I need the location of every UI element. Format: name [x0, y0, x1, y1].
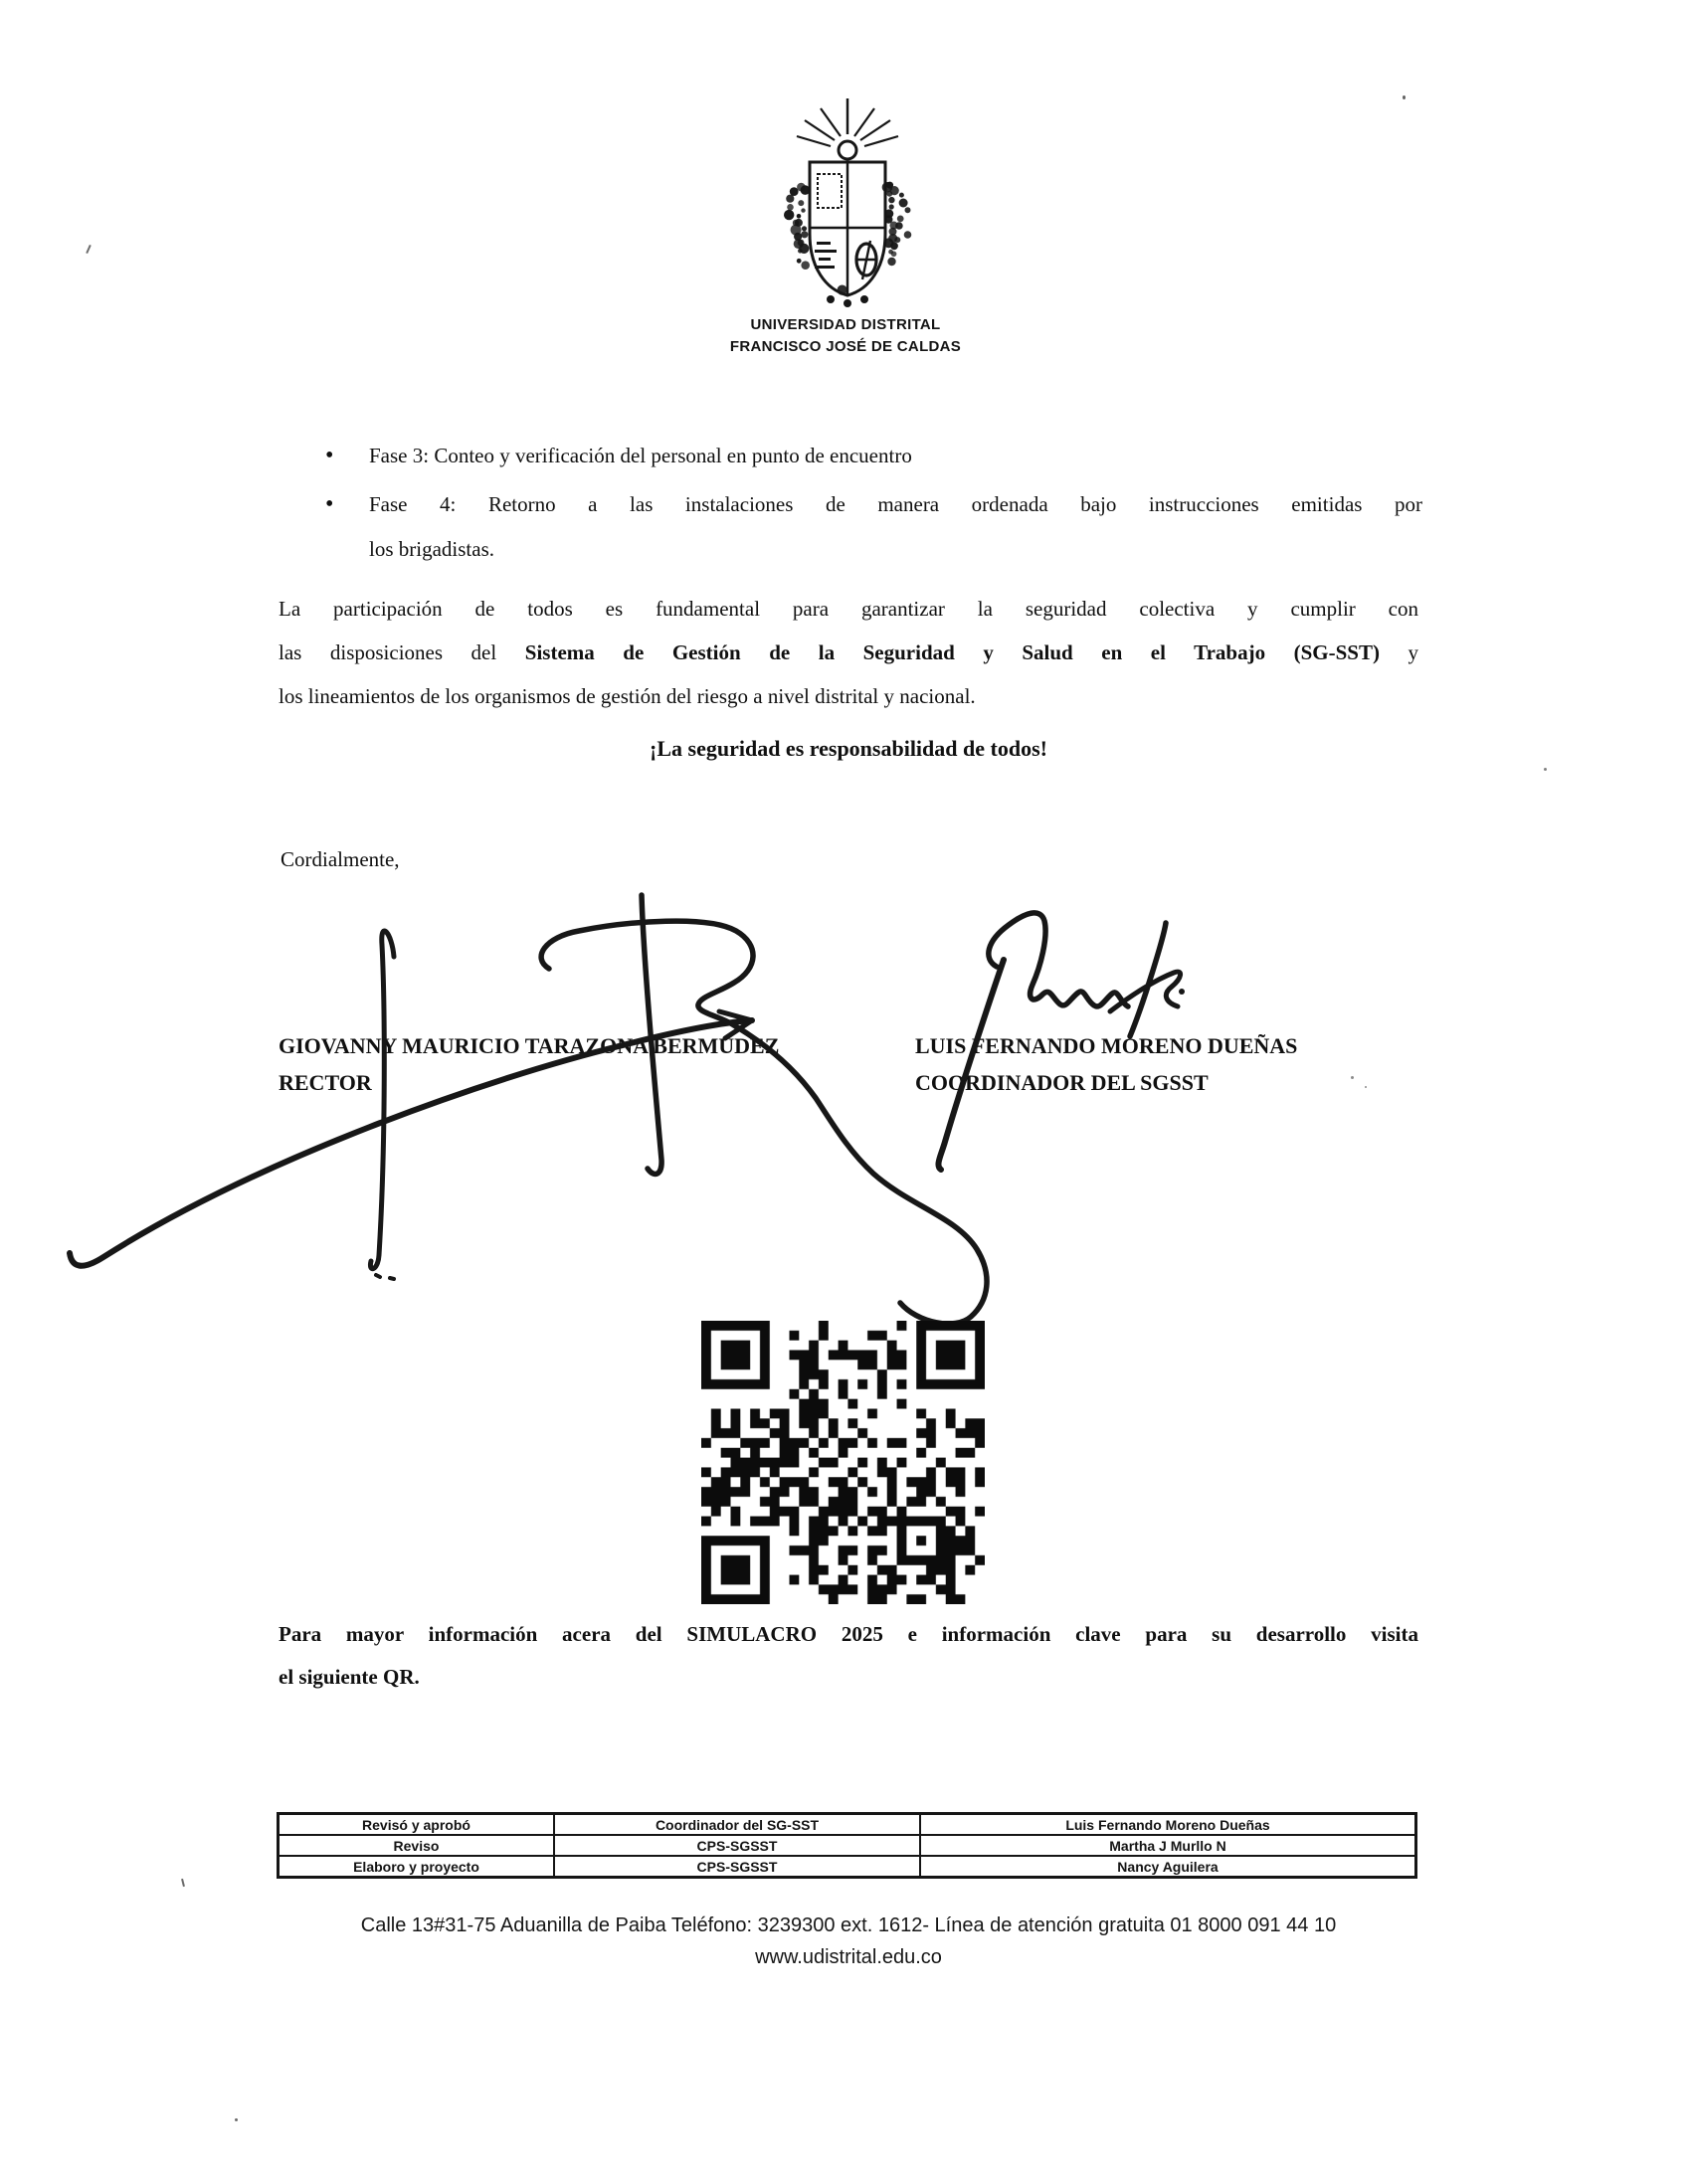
scan-artifact	[86, 245, 91, 254]
table-cell: Elaboro y proyecto	[279, 1856, 555, 1878]
scan-artifact	[1365, 1086, 1367, 1088]
paragraph-text: y	[1379, 640, 1419, 664]
university-name-line2: FRANCISCO JOSÉ DE CALDAS	[729, 338, 962, 355]
table-row	[279, 1814, 1416, 1836]
safety-slogan: ¡La seguridad es responsabilidad de todos!	[650, 736, 1047, 761]
scan-artifact	[181, 1879, 185, 1887]
table-row	[279, 1835, 1416, 1856]
caption-line: el siguiente QR.	[279, 1665, 420, 1689]
university-name	[597, 314, 1094, 358]
paragraph-line: La participación de todos es fundamental para garantizar la seguridad colectiva y cumplir con	[279, 597, 1418, 621]
scan-artifact	[1351, 1076, 1354, 1079]
table-cell: Coordinador del SG-SST	[554, 1814, 920, 1836]
paragraph-bold-text: Sistema de Gestión de la Seguridad y Salud en el Trabajo (SG-SST)	[524, 640, 1380, 664]
table-cell: Luis Fernando Moreno Dueñas	[920, 1814, 1416, 1836]
body-paragraph	[279, 587, 1418, 718]
footer-website: www.udistrital.edu.co	[755, 1946, 942, 1968]
bullet-text: los brigadistas.	[369, 537, 494, 561]
list-item	[323, 434, 1422, 478]
table-cell: Nancy Aguilera	[920, 1856, 1416, 1878]
signatory-title: COORDINADOR DEL SGSST	[915, 1070, 1209, 1095]
closing-salutation: Cordialmente,	[281, 847, 400, 871]
list-item	[323, 482, 1422, 572]
table-row	[279, 1856, 1416, 1878]
scan-artifact	[1403, 95, 1406, 99]
qr-caption	[279, 1613, 1418, 1699]
qr-code	[701, 1321, 985, 1604]
table-cell: Martha J Murllo N	[920, 1835, 1416, 1856]
table-cell: Revisó y aprobó	[279, 1814, 555, 1836]
paragraph-text: las disposiciones del	[279, 640, 525, 664]
scan-artifact	[1544, 768, 1547, 771]
table-cell: CPS-SGSST	[554, 1835, 920, 1856]
table-cell: CPS-SGSST	[554, 1856, 920, 1878]
footer-address: Calle 13#31-75 Aduanilla de Paiba Teléfono: 3239300 ext. 1612- Línea de atención gratuita 01 8000 091 44 10	[360, 1914, 1337, 1936]
bullet-text: Fase 3: Conteo y verificación del personal en punto de encuentro	[369, 444, 912, 467]
paragraph-line	[279, 631, 1418, 674]
signatory-left	[279, 1027, 779, 1101]
caption-line: Para mayor información acera del SIMULACRO 2025 e información clave para su desarrollo visita	[279, 1622, 1418, 1646]
signatory-right	[915, 1027, 1297, 1101]
phase-bullet-list	[323, 434, 1422, 576]
signatory-title: RECTOR	[279, 1070, 372, 1095]
university-crest-icon	[753, 94, 942, 311]
signatory-name: GIOVANNY MAURICIO TARAZONA BERMÚDEZ	[279, 1033, 780, 1058]
signature-ink	[60, 873, 1204, 1450]
signatory-name: LUIS FERNANDO MORENO DUEÑAS	[915, 1033, 1298, 1058]
footer	[279, 1910, 1418, 1973]
table-cell: Reviso	[279, 1835, 555, 1856]
paragraph-line: los lineamientos de los organismos de gestión del riesgo a nivel distrital y nacional.	[279, 684, 976, 708]
bullet-text: • Fase 4: Retorno a las instalaciones de manera ordenada bajo instrucciones emitidas por	[369, 492, 1422, 516]
approval-table	[277, 1812, 1417, 1879]
university-name-line1: UNIVERSIDAD DISTRITAL	[750, 316, 941, 333]
scan-artifact	[235, 2118, 238, 2121]
